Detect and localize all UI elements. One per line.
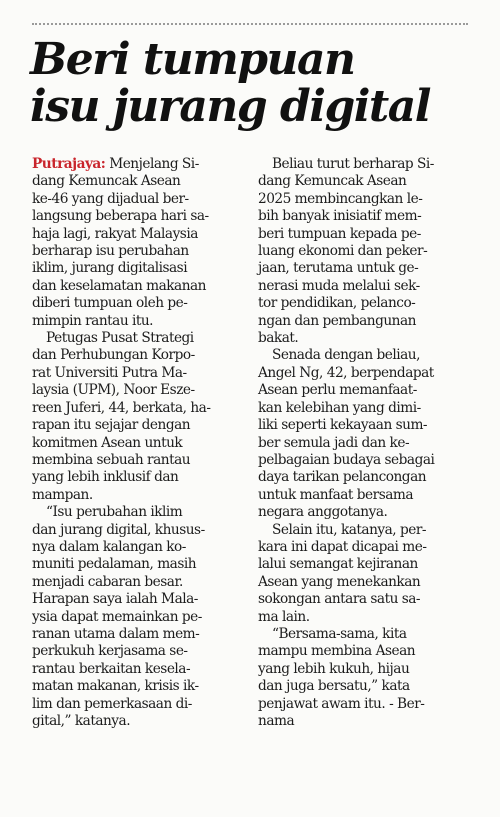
text-line: 2025 membincangkan le-	[258, 190, 423, 207]
text-line: dan jurang digital, khusus-	[32, 521, 205, 538]
text-line: kara ini dapat dicapai me-	[258, 538, 427, 555]
text-line: gital,” katanya.	[32, 713, 131, 729]
text-line: rat Universiti Putra Ma-	[32, 364, 187, 381]
text-line: dan Perhubungan Korpo-	[32, 347, 195, 364]
text-line: diberi tumpuan oleh pe-	[32, 295, 188, 312]
text-line: yang lebih kukuh, hijau	[258, 660, 410, 677]
text-line: “Isu perubahan iklim	[46, 504, 183, 521]
text-line: bakat.	[258, 330, 299, 347]
text-line: tor pendidikan, pelanco-	[258, 295, 416, 312]
top-divider	[32, 23, 468, 25]
headline-line-2: isu jurang digital	[30, 81, 430, 132]
text-line: membina sebuah rantau	[32, 451, 191, 468]
dateline: Putrajaya:	[32, 156, 106, 172]
text-line: ber semula jadi dan ke-	[258, 434, 410, 451]
text-line: komitmen Asean untuk	[32, 434, 183, 451]
text-line: ranan utama dalam mem-	[32, 625, 200, 642]
text-line: nama	[258, 713, 295, 729]
text-line: ngan dan pembangunan	[258, 312, 416, 329]
text-line: dan juga bersatu,” kata	[258, 678, 410, 695]
text-line: Menjelang Si-	[105, 156, 199, 172]
text-line: haja lagi, rakyat Malaysia	[32, 225, 198, 242]
text-line: rapan itu sejajar dengan	[32, 417, 191, 434]
text-line: untuk manfaat bersama	[258, 486, 414, 503]
text-line: negara anggotanya.	[258, 504, 388, 521]
text-line: iklim, jurang digitalisasi	[32, 260, 188, 277]
text-line: dang Kemuncak Asean	[32, 173, 181, 190]
text-line: perkukuh kerjasama se-	[32, 643, 188, 660]
text-line: beri tumpuan kepada pe-	[258, 225, 421, 242]
text-line: matan makanan, krisis ik-	[32, 678, 199, 695]
text-line: kan kelebihan yang dimi-	[258, 399, 421, 416]
text-line: laysia (UPM), Noor Esze-	[32, 382, 195, 399]
text-line: nya dalam kalangan ko-	[32, 538, 186, 555]
text-line: Angel Ng, 42, berpendapat	[258, 364, 434, 381]
text-line: liki seperti kekayaan sum-	[258, 417, 428, 434]
text-line: Asean perlu memanfaat-	[258, 382, 417, 399]
text-line: lalui semangat kejiranan	[258, 556, 418, 573]
text-line: ysia dapat memainkan pe-	[32, 608, 202, 625]
text-line: mimpin rantau itu.	[32, 312, 154, 329]
headline-line-1: Beri tumpuan	[30, 34, 355, 85]
text-line: ke-46 yang dijadual ber-	[32, 190, 189, 207]
text-line: jaan, terutama untuk ge-	[258, 260, 419, 277]
text-line: “Bersama-sama, kita	[272, 625, 407, 642]
text-line: Asean yang menekankan	[258, 573, 421, 590]
text-line: daya tarikan pelancongan	[258, 469, 427, 486]
text-line: luang ekonomi dan peker-	[258, 243, 428, 260]
text-line: Harapan saya ialah Mala-	[32, 591, 198, 608]
text-line: pelbagaian budaya sebagai	[258, 451, 435, 468]
article-column-right	[258, 156, 470, 730]
text-line: bih banyak inisiatif mem-	[258, 208, 422, 225]
text-line: yang lebih inklusif dan	[32, 469, 179, 486]
headline	[30, 36, 470, 130]
text-line: menjadi cabaran besar.	[32, 573, 183, 590]
text-line: lim dan pemerkasaan di-	[32, 695, 192, 712]
text-line: dan keselamatan makanan	[32, 277, 206, 294]
text-line: Beliau turut berharap Si-	[272, 156, 434, 172]
text-line: sokongan antara satu sa-	[258, 591, 421, 608]
text-line: Senada dengan beliau,	[272, 347, 420, 364]
text-line: reen Juferi, 44, berkata, ha-	[32, 399, 211, 416]
text-line: mampu membina Asean	[258, 643, 416, 660]
article-column-left	[32, 156, 244, 730]
text-line: langsung beberapa hari sa-	[32, 208, 209, 225]
text-line: ma lain.	[258, 608, 310, 625]
text-line: dang Kemuncak Asean	[258, 173, 407, 190]
text-line: penjawat awam itu. - Ber-	[258, 695, 425, 712]
text-line	[32, 156, 244, 173]
text-line: berharap isu perubahan	[32, 243, 189, 260]
text-line: mampan.	[32, 486, 93, 503]
text-line: Petugas Pusat Strategi	[46, 330, 194, 347]
text-line: Selain itu, katanya, per-	[272, 521, 427, 538]
text-line: muniti pedalaman, masih	[32, 556, 197, 573]
text-line: rantau berkaitan kesela-	[32, 660, 191, 677]
text-line: nerasi muda melalui sek-	[258, 277, 420, 294]
